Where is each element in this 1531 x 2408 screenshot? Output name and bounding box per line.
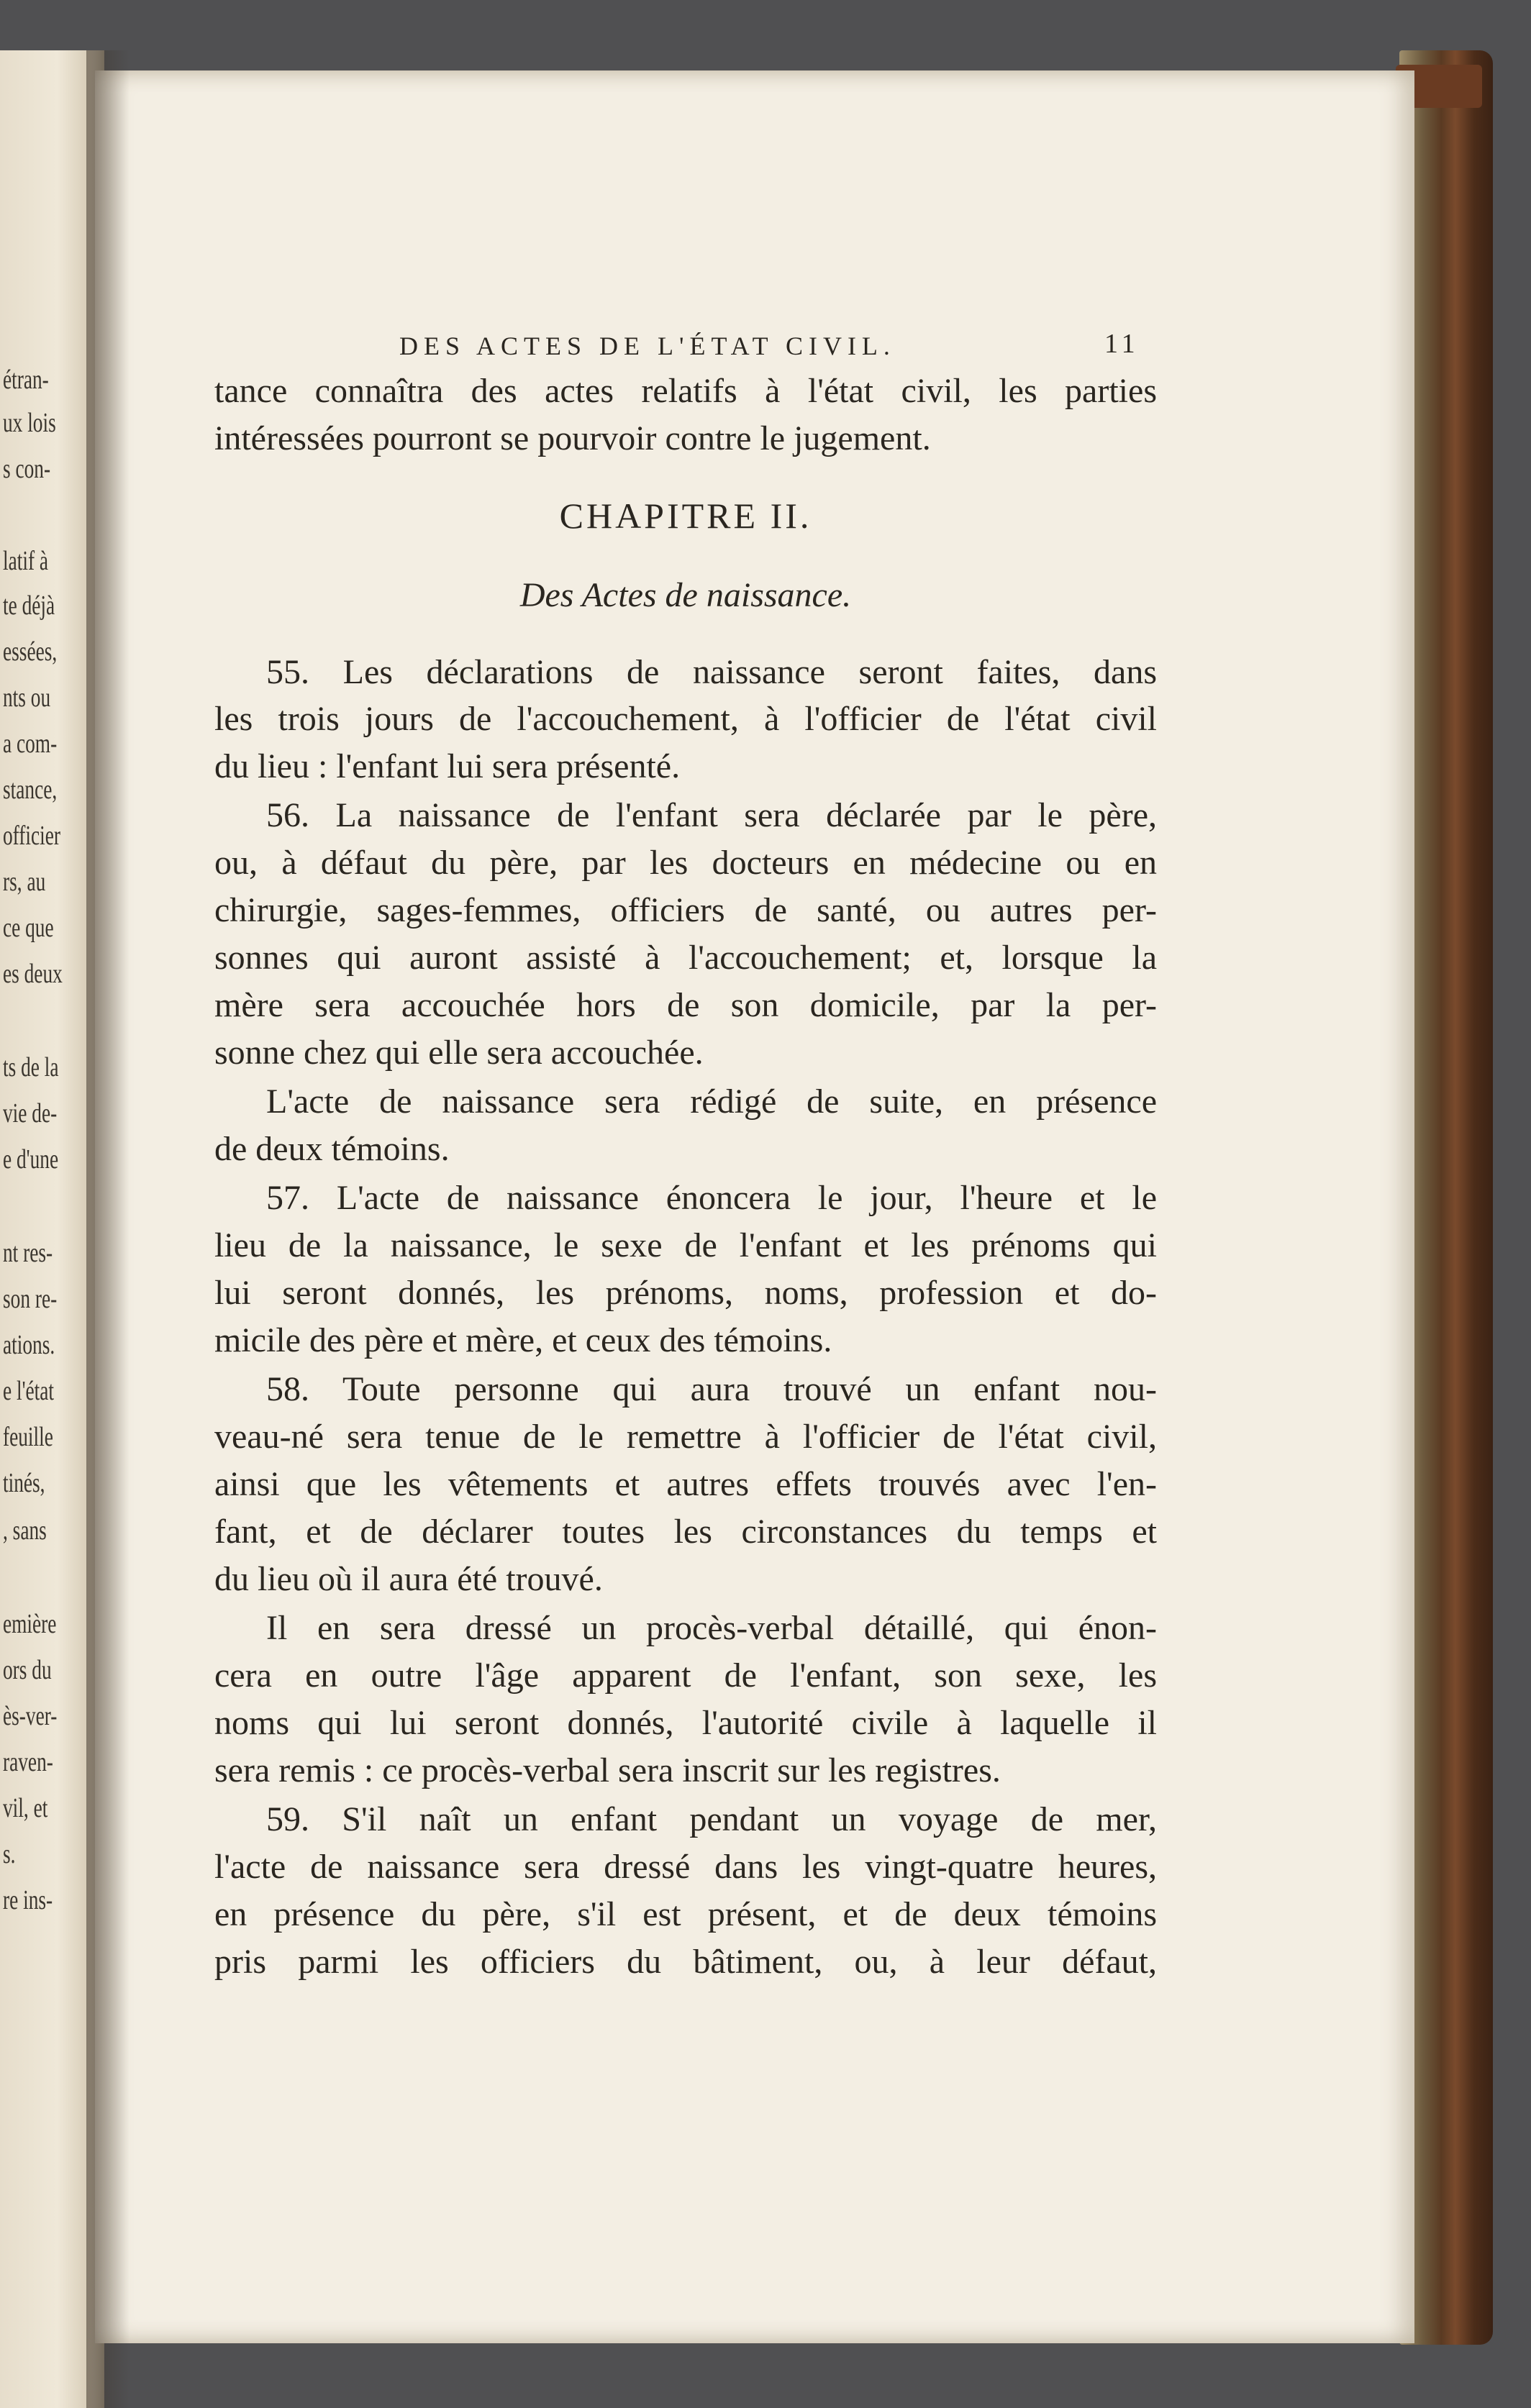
- left-page-fragment: étran-: [3, 365, 49, 395]
- article-55-line: du lieu : l'enfant lui sera présenté.: [214, 747, 681, 785]
- left-page-fragment: emière: [3, 1609, 57, 1639]
- article-58-line: ainsi que les vêtements et autres effets trouvés avec l'en-: [214, 1465, 1157, 1503]
- left-page-fragment: vil, et: [3, 1793, 48, 1823]
- article-59-line: 59. S'il naît un enfant pendant un voyage de mer,: [266, 1800, 1157, 1838]
- article-59-line: en présence du père, s'il est présent, et de deux témoins: [214, 1895, 1157, 1933]
- page-gutter-shadow: [86, 50, 130, 2408]
- running-title: DES ACTES DE L'ÉTAT CIVIL.: [399, 332, 896, 360]
- article-56-line: sonnes qui auront assisté à l'accouchement; et, lorsque la: [214, 939, 1157, 977]
- article-56-line: mère sera accouchée hors de son domicile, par la per-: [214, 986, 1157, 1024]
- left-page-fragment: te déjà: [3, 590, 55, 621]
- article-58-line: cera en outre l'âge apparent de l'enfant, son sexe, les: [214, 1656, 1157, 1695]
- left-page-fragment: feuille: [3, 1422, 53, 1452]
- left-page-fragment: rs, au: [3, 867, 46, 897]
- article-58-line: du lieu où il aura été trouvé.: [214, 1560, 603, 1598]
- left-page-fragment: ts de la: [3, 1052, 59, 1082]
- left-page-fragment: ce que: [3, 913, 54, 943]
- left-page-fragment: , sans: [3, 1515, 47, 1546]
- article-56-line: chirurgie, sages-femmes, officiers de santé, ou autres per-: [214, 891, 1157, 929]
- left-page-fragment: re ins-: [3, 1885, 53, 1915]
- left-page-fragment: e d'une: [3, 1144, 59, 1175]
- article-58-line: sera remis : ce procès-verbal sera inscrit sur les registres.: [214, 1751, 1001, 1789]
- left-page-fragment: s.: [3, 1839, 16, 1869]
- left-page-fragment: officier: [3, 821, 61, 851]
- article-59-line: l'acte de naissance sera dressé dans les vingt-quatre heures,: [214, 1848, 1157, 1886]
- article-58-line: fant, et de déclarer toutes les circonstances du temps et: [214, 1513, 1157, 1551]
- text-line: tance connaîtra des actes relatifs à l'état civil, les parties: [214, 372, 1157, 410]
- article-58-line: Il en sera dressé un procès-verbal détaillé, qui énon-: [266, 1609, 1157, 1647]
- article-57-line: micile des père et mère, et ceux des témoins.: [214, 1321, 832, 1359]
- left-page-fragment: vie de-: [3, 1098, 58, 1128]
- article-55-line: les trois jours de l'accouchement, à l'officier de l'état civil: [214, 700, 1157, 738]
- left-page-fragment: son re-: [3, 1284, 58, 1314]
- left-page-fragment: raven-: [3, 1747, 53, 1777]
- article-56-line: sonne chez qui elle sera accouchée.: [214, 1034, 704, 1072]
- chapter-subtitle: Des Actes de naissance.: [519, 576, 852, 614]
- article-55-line: 55. Les déclarations de naissance seront faites, dans: [266, 653, 1157, 691]
- left-page-fragment: nt res-: [3, 1238, 53, 1268]
- left-page-fragment: es deux: [3, 959, 63, 989]
- article-56-line: L'acte de naissance sera rédigé de suite, en présence: [266, 1082, 1157, 1121]
- left-page-fragment: stance,: [3, 775, 58, 805]
- article-56-line: 56. La naissance de l'enfant sera déclarée par le père,: [266, 796, 1157, 834]
- left-page-fragment: ux lois: [3, 408, 56, 438]
- page-number: 11: [1104, 329, 1140, 359]
- left-page-fragment: e l'état: [3, 1376, 55, 1406]
- left-page-fragment: ations.: [3, 1330, 55, 1360]
- left-page-fragment: ès-ver-: [3, 1701, 58, 1731]
- article-59-line: pris parmi les officiers du bâtiment, ou, à leur défaut,: [214, 1943, 1157, 1981]
- article-57-line: lieu de la naissance, le sexe de l'enfant et les prénoms qui: [214, 1226, 1157, 1264]
- article-58-line: veau-né sera tenue de le remettre à l'officier de l'état civil,: [214, 1418, 1157, 1456]
- article-56-line: ou, à défaut du père, par les docteurs en médecine ou en: [214, 844, 1157, 882]
- article-58-line: 58. Toute personne qui aura trouvé un enfant nou-: [266, 1370, 1157, 1408]
- article-58-line: noms qui lui seront donnés, l'autorité civile à laquelle il: [214, 1704, 1157, 1742]
- left-page-fragment: a com-: [3, 729, 58, 759]
- left-page-fragment: essées,: [3, 637, 58, 667]
- article-57-line: lui seront donnés, les prénoms, noms, profession et do-: [214, 1274, 1157, 1312]
- left-page-fragment: nts ou: [3, 683, 51, 713]
- left-page-fragment: latif à: [3, 546, 49, 576]
- left-page-fragment: ors du: [3, 1655, 52, 1685]
- left-page-fragment: s con-: [3, 454, 51, 484]
- text-line: intéressées pourront se pourvoir contre le jugement.: [214, 419, 931, 457]
- left-page-fragment: tinés,: [3, 1468, 45, 1498]
- article-56-line: de deux témoins.: [214, 1130, 450, 1168]
- article-57-line: 57. L'acte de naissance énoncera le jour, l'heure et le: [266, 1179, 1157, 1217]
- chapter-title: CHAPITRE II.: [559, 496, 812, 536]
